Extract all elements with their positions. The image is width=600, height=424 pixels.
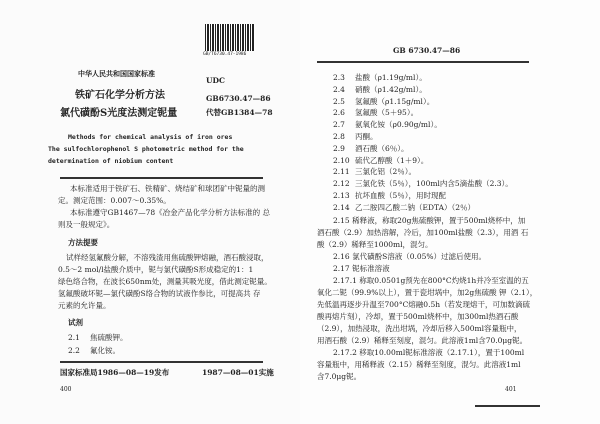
item-text: 氟化铵。 [90, 346, 120, 355]
item-2-16: 2.16 氯代磺酚S溶液（0.05%）过滤后使用。 [333, 252, 487, 261]
item-number: 2.12 [333, 179, 350, 189]
udc-label: UDC [206, 76, 226, 85]
right-page [300, 0, 600, 424]
para-line: 酒石酸（2.9）加热溶解，冷后，加100ml盐酸（2.3），用酒 石 [317, 228, 529, 237]
title-line1: 铁矿石化学分析方法 [75, 90, 165, 101]
intro-line: 则及一般规定》。 [58, 220, 115, 229]
effective-date: 1987—08—01实施 [202, 368, 274, 377]
intro-line: 本标准适用于铁矿石、铁精矿、烧结矿和球团矿中铌量的测 [70, 184, 265, 193]
body-line: 元素的允许量。 [58, 301, 111, 310]
item-text: 硫代乙醇酸（1＋9）。 [355, 155, 429, 165]
para-line: 酸（2.9）稀释至1000ml，混匀。 [317, 240, 433, 249]
page-number: 400 [60, 386, 72, 393]
scan-edge [475, 405, 540, 407]
para-line: 2.17.1 称取0.0501g预先在800°C灼烧1h并冷至室温的五 [333, 276, 529, 285]
item-text: 氢氟酸（5＋95）。 [355, 108, 419, 118]
english-title-3: determination of niobium content [48, 157, 174, 165]
item-number: 2.14 [333, 202, 350, 212]
body-line: 0.5～2 mol/l盐酸介质中，铌与氯代磺酚S形成稳定的1：1 [58, 265, 254, 274]
item-text: 酒石酸（6％）。 [355, 143, 409, 153]
replaces: 代替GB1384—78 [206, 108, 273, 117]
english-title-1: Methods for chemical analysis of iron ores [68, 133, 233, 141]
issue-date: 国家标准局1986—08—19发布 [60, 368, 170, 377]
page-number: 401 [505, 386, 517, 393]
item-number: 2.5 [333, 96, 345, 106]
item-text: 乙二胺四乙酸二钠（EDTA）（2％） [355, 202, 476, 212]
section-heading: 试剂 [68, 318, 83, 327]
item-number: 2.11 [333, 167, 350, 177]
para-line: 先低温再逐步升温至700°C熔融0.5h（若发现熔干，可加数滴硫 [317, 300, 531, 309]
item-number: 2.8 [333, 132, 345, 141]
item-text: 氢氟酸（ρ1.15g/ml）。 [355, 96, 435, 106]
item-number: 2.7 [333, 120, 345, 130]
item-text: 三氯化铁（5％），100ml内含5滴盐酸（2.3）。 [355, 179, 513, 189]
page-header: GB 6730.47—86 [393, 46, 461, 55]
section-heading: 方法提要 [68, 238, 98, 247]
item-number: 2.4 [333, 84, 345, 94]
body-line: 氢氟酸破坏铌—氯代磺酚S络合物的试液作参比，可提高共 存 [58, 289, 261, 298]
item-text: 氨氧化铵（ρ0.90g/ml）。 [355, 120, 442, 130]
para-line: 2.15 稀释液，称取20g焦硫酸钾，置于500ml烧杯中，加 [333, 216, 526, 225]
item-number: 2.13 [333, 191, 350, 200]
item-number: 2.6 [333, 108, 345, 118]
para-line: 2.17.2 移取10.00ml铌标准溶液（2.17.1），置于100ml [333, 348, 525, 357]
item-2-17: 2.17 铌标准溶液 [333, 264, 390, 273]
item-text: 丙酮。 [355, 132, 378, 141]
item-number: 2.3 [333, 73, 345, 82]
title-line2: 氯代磺酚S光度法测定铌量 [60, 108, 178, 119]
para-line: 酸再熔片刻），冷却，置于500ml烧杯中，加300ml热酒石酸 [317, 312, 519, 321]
para-line: （2.9），加热浸取，洗出坩埚，冷却后移入500ml容量瓶中， [317, 324, 522, 333]
para-line: 氧化二铌（99.9%以上），置于瓷坩埚中，加2g焦硫酸 钾（2.1）， [317, 288, 538, 297]
item-text: 三氯化铝（2％）。 [355, 167, 417, 177]
item-number: 2.2 [68, 346, 80, 355]
body-line: 试样经氢氟酸分解，不溶残渣用焦硫酸钾熔融，酒石酸浸取， [66, 253, 269, 262]
country-standard: 中华人民共和国国家标准 [78, 69, 155, 78]
para-line: 含7.0μg铌。 [317, 372, 362, 381]
body-line: 绿色络合物，在波长650nm处，测量其吸光度，借此测定铌量。 [58, 277, 272, 286]
item-number: 2.10 [333, 155, 350, 165]
divider [317, 61, 529, 63]
english-title-2: The sulfochlorophenol S photometric method for the [48, 145, 244, 153]
intro-line: 定。测定范围：0.007～0.35%。 [58, 196, 171, 205]
para-line: 容量瓶中，用稀释液（2.15）稀释至刻度，混匀。此溶液1ml [317, 360, 521, 369]
intro-line: 本标准遵守GB1467—78《冶金产品化学分析方法标准的 总 [70, 208, 271, 217]
item-number: 2.1 [68, 333, 80, 342]
item-text: 抗坏血酸（5％），用时现配 [355, 191, 447, 200]
item-text: 焦硫酸钾。 [90, 333, 128, 342]
barcode-text: GB/T6730.47-1986 [203, 52, 247, 57]
item-number: 2.9 [333, 143, 345, 153]
barcode [205, 24, 255, 51]
item-text: 盐酸（ρ1.19g/ml）。 [355, 73, 427, 82]
divider [60, 361, 263, 363]
item-text: 硝酸（ρ1.42g/ml）。 [355, 84, 427, 94]
divider [60, 177, 263, 179]
gb-number: GB6730.47—86 [206, 94, 271, 103]
para-line: 用酒石酸（2.9）稀释至刻度，混匀。此溶液1ml含70.0μg铌。 [317, 336, 528, 345]
